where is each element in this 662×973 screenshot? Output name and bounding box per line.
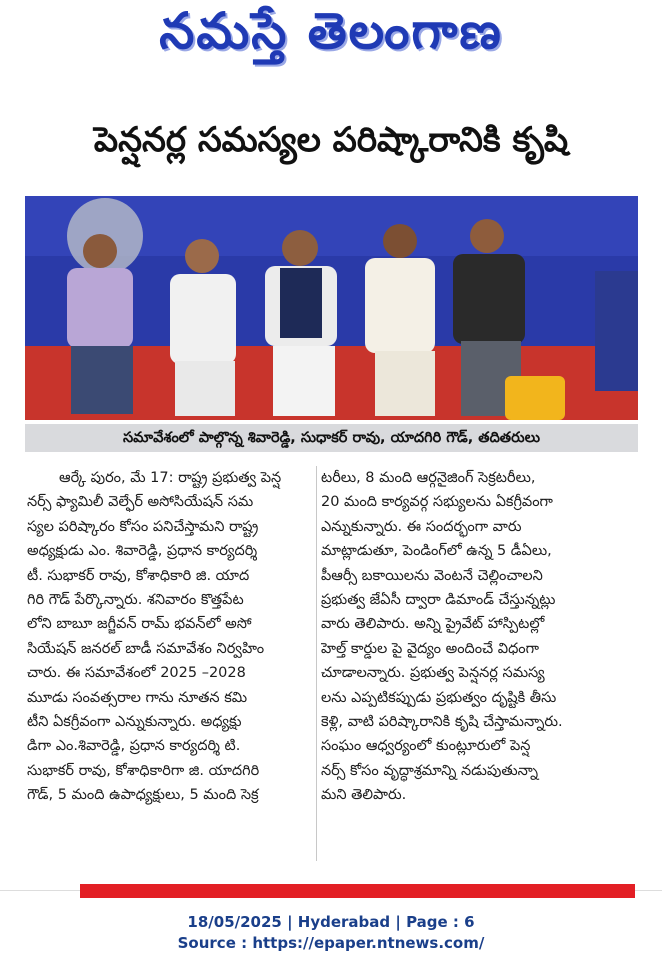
article-line: నర్స్ కోసం వృద్ధాశ్రమాన్ని నడుపుతున్నా <box>321 762 539 779</box>
article-line: సంఘం ఆధ్వర్యంలో కుంట్లూరులో పెన్ష <box>321 738 531 755</box>
article-column-left <box>27 466 312 808</box>
article-line: లోని బాబూ జగ్జీవన్ రామ్ భవన్‌లో అసో <box>27 616 252 633</box>
article-line: హెల్త్ కార్డుల పై వైద్యం అందించే విధంగా <box>321 640 540 657</box>
article-line: స్యల పరిష్కారం కోసం పనిచేస్తామని రాష్ట్ర <box>27 518 259 535</box>
article-line: నర్స్ ఫ్యామిలీ వెల్ఫేర్ అసోసియేషన్ సమ <box>27 494 254 511</box>
article-line: గిరి గౌడ్ పేర్కొన్నారు. శనివారం కొత్తపేట <box>27 592 244 609</box>
article-line: చూడాలన్నారు. ప్రభుత్వ పెన్షనర్ల సమస్య <box>321 665 545 682</box>
masthead <box>0 0 662 80</box>
article-line: చారు. ఈ సమావేశంలో 2025 –2028 <box>27 665 246 682</box>
page-footer <box>0 912 662 954</box>
article-line: మని తెలిపారు. <box>321 787 407 804</box>
news-photo <box>25 196 638 420</box>
article-line: టీని ఏకగ్రీవంగా ఎన్నుకున్నారు. అధ్యక్షు <box>27 714 242 731</box>
article-line: ఎన్నుకున్నారు. ఈ సందర్భంగా వారు <box>321 518 522 535</box>
article-line: సుభాకర్ రావు, కోశాధికారిగా జి. యాదగిరి <box>27 762 260 779</box>
article-line: కెళ్లి, వాటి పరిష్కారానికి కృషి చేస్తామన్నారు. <box>321 714 563 731</box>
article-line: టీ. సుభాకర్ రావు, కోశాధికారి జి. యాద <box>27 567 250 584</box>
masthead-title: నమస్తే తెలంగాణ <box>159 2 503 60</box>
article-line: ప్రభుత్వ జేఏసీ ద్వారా డిమాండ్ చేస్తున్నట్లు <box>321 592 556 609</box>
article-line: పీఆర్సీ బకాయిలను వెంటనే చెల్లించాలని <box>321 567 543 584</box>
article-line: గౌడ్, 5 మంది ఉపాధ్యక్షులు, 5 మంది సెక్ర <box>27 787 259 804</box>
footer-date-line: 18/05/2025 | Hyderabad | Page : 6 <box>187 913 475 931</box>
article-line: డిగా ఎం.శివారెడ్డి, ప్రధాన కార్యదర్శి టి. <box>27 738 241 755</box>
article-headline: పెన్షనర్ల సమస్యల పరిష్కారానికి కృషి <box>93 120 569 160</box>
column-divider <box>316 466 317 861</box>
article-line: వారు తెలిపారు. అన్ని ప్రైవేట్ హాస్పిటల్లో <box>321 616 545 633</box>
article-line: లను ఎప్పటికప్పుడు ప్రభుత్వం దృష్టికి తీసు <box>321 689 557 706</box>
photo-caption: సమావేశంలో పాల్గొన్న శివారెడ్డి, సుధాకర్ రావు, యాదగిరి గౌడ్, తదితరులు <box>25 424 638 452</box>
article-line: 20 మంది కార్యవర్గ సభ్యులను ఏకగ్రీవంగా <box>321 494 553 511</box>
advertisement-strip <box>0 884 662 898</box>
article-line: అధ్యక్షుడు ఎం. శివారెడ్డి, ప్రధాన కార్యదర్శి <box>27 543 258 560</box>
article-line: టరీలు, 8 మంది ఆర్గనైజింగ్ సెక్రటరీలు, <box>321 470 536 486</box>
article-line: సియేషన్ జనరల్ బాడీ సమావేశం నిర్వహిం <box>27 640 265 657</box>
article-line: మూడు సంవత్సరాల గాను నూతన కమి <box>27 689 248 706</box>
footer-source-link[interactable]: Source : https://epaper.ntnews.com/ <box>177 934 485 952</box>
ad-banner-edge <box>80 884 635 898</box>
article-line: ఆర్కే పురం, మే 17: రాష్ట్ర ప్రభుత్వ పెన్ష <box>59 470 282 486</box>
article-column-right <box>321 466 633 808</box>
news-photo-illustration <box>25 196 638 420</box>
article-line: మాట్లాడుతూ, పెండింగ్‌లో ఉన్న 5 డీఏలు, <box>321 543 552 560</box>
